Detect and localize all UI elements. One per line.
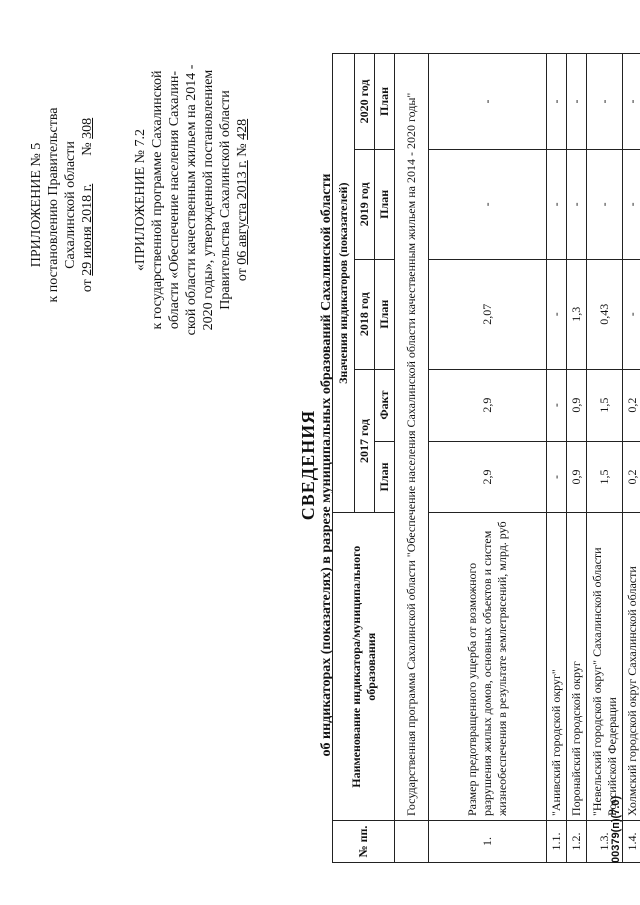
header-plan-2018: План [375,259,395,369]
row-plan-2019: - [623,149,640,259]
appendix-7-2-block [132,50,251,350]
table-row [623,54,640,863]
appendix-7-2-line5: 2020 годы», утвержденной постановлением [201,69,216,331]
table-row [547,54,567,863]
heading-title: СВЕДЕНИЯ [298,409,318,521]
table-row [429,54,547,863]
row-num: 1. [429,821,547,863]
program-row-num [395,821,429,863]
table-row [587,54,623,863]
table-row [567,54,587,863]
header-plan-2019: План [375,149,395,259]
row-name: "Невельский городской округ" Сахалинской области Российской Федерации [587,513,623,821]
header-num: № пп. [333,821,395,863]
appendix-5-line2: к постановлению Правительства [46,107,61,303]
row-fact-2017: 0,9 [567,369,587,441]
appendix-5-date: от 29 июня 2018 г. № 308 [80,117,95,293]
header-values: Значения индикаторов (показателей) [333,54,355,513]
row-fact-2017: 2,9 [429,369,547,441]
row-fact-2017: 0,2 [623,369,640,441]
row-plan-2019: - [567,149,587,259]
row-num: 1.4. [623,821,640,863]
row-plan-2018: 1,3 [567,259,587,369]
header-year-2019: 2019 год [355,149,375,259]
row-plan-2018: - [623,259,640,369]
header-year-2018: 2018 год [355,259,375,369]
row-plan-2017: - [547,441,567,513]
document-code: 00379(п)(7.0) [610,795,622,863]
row-plan-2020: - [547,54,567,150]
row-plan-2020: - [623,54,640,150]
document-heading [298,65,335,865]
row-num: 1.1. [547,821,567,863]
appendix-7-2-date: от 06 августа 2013 г. № 428 [235,118,250,282]
row-plan-2018: - [547,259,567,369]
program-row-name: Государственная программа Сахалинской области "Обеспечение населения Сахалинской области качественным жильем на 2014 - 2020 годы" [395,54,429,821]
row-name: "Анивский городской округ" [547,513,567,821]
row-name: Поронайский городской округ [567,513,587,821]
heading-subtitle: об индикаторах (показателях) в разрезе муниципальных образований Сахалинской области [319,173,334,757]
row-plan-2018: 2,07 [429,259,547,369]
row-name: Холмский городской округ Сахалинской области [623,513,640,821]
row-plan-2020: - [429,54,547,150]
row-num: 1.3. [587,821,623,863]
row-fact-2017: 1,5 [587,369,623,441]
header-name: Наименование индикатора/муниципального образования [333,513,395,821]
row-fact-2017: - [547,369,567,441]
program-row [395,54,429,863]
appendix-7-2-line3: области «Обеспечение населения Сахалин- [167,70,182,330]
appendix-5-title: ПРИЛОЖЕНИЕ № 5 [29,142,44,268]
row-plan-2020: - [567,54,587,150]
appendix-7-2-line4: ской области качественным жильем на 2014 - [184,64,199,336]
row-plan-2018: 0,43 [587,259,623,369]
indicators-table [332,53,640,863]
header-fact-2017: Факт [375,369,395,441]
row-name: Размер предотвращенного ущерба от возможного разрушения жилых домов, основных объектов и систем жизнеобеспечения в результате землетрясений, млрд. руб [429,513,547,821]
header-plan-2017: План [375,441,395,513]
row-plan-2017: 2,9 [429,441,547,513]
row-plan-2019: - [587,149,623,259]
row-plan-2019: - [547,149,567,259]
header-year-2020: 2020 год [355,54,375,150]
row-plan-2019: - [429,149,547,259]
row-plan-2020: - [587,54,623,150]
appendix-7-2-line2: к государственной программе Сахалинской [150,70,165,330]
row-plan-2017: 0,2 [623,441,640,513]
header-plan-2020: План [375,54,395,150]
appendix-7-2-title: «ПРИЛОЖЕНИЕ № 7.2 [133,129,148,271]
appendix-7-2-line6: Правительства Сахалинской области [218,90,233,310]
row-plan-2017: 0,9 [567,441,587,513]
row-num: 1.2. [567,821,587,863]
row-plan-2017: 1,5 [587,441,623,513]
appendix-5-line3: Сахалинской области [63,141,78,269]
header-year-2017: 2017 год [355,369,375,513]
appendix-5-block [28,60,96,350]
